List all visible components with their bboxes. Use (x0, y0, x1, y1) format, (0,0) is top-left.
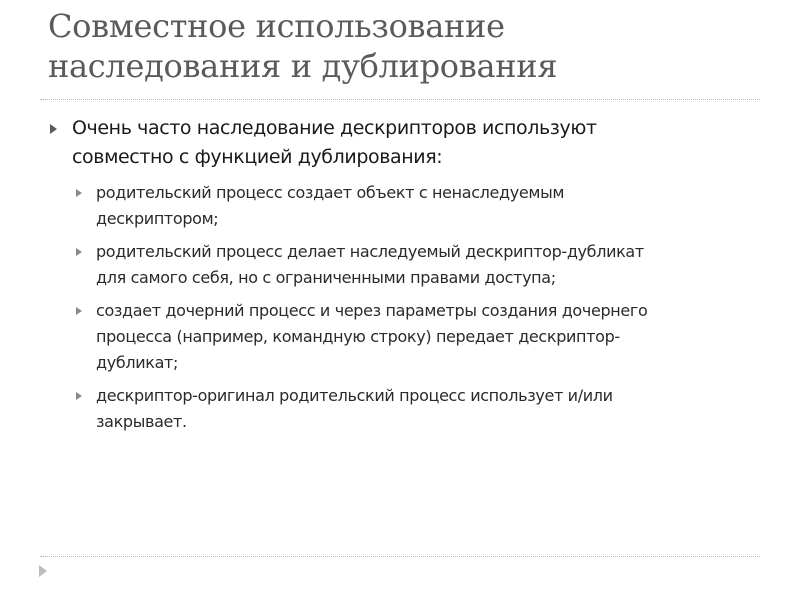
bullet-main (48, 114, 748, 172)
sub-bullet-1-line-1: родительский процесс создает объект с ненаследуемым (96, 183, 565, 202)
sub-bullet-4-line-1: дескриптор-оригинал родительский процесс использует и/или (96, 386, 613, 405)
sub-bullet-2-line-1: родительский процесс делает наследуемый дескриптор-дубликат (96, 242, 644, 261)
sub-bullet-1 (72, 180, 748, 232)
triangle-right-icon (76, 392, 82, 400)
title-line-1: Совместное использование (48, 7, 505, 45)
triangle-right-icon (76, 248, 82, 256)
sub-bullet-2 (72, 239, 748, 291)
sub-bullet-1-line-2: дескриптором; (96, 209, 219, 228)
sub-bullet-3 (72, 298, 748, 376)
sub-bullet-3-line-3: дубликат; (96, 353, 179, 372)
sub-bullet-4 (72, 383, 748, 435)
slide-title (48, 6, 768, 86)
bullet-main-line-1: Очень часто наследование дескрипторов используют (72, 117, 597, 139)
triangle-right-icon (76, 189, 82, 197)
sub-bullet-2-line-2: для самого себя, но с ограниченными правами доступа; (96, 268, 556, 287)
sub-bullet-3-line-2: процесса (например, командную строку) передает дескриптор- (96, 327, 620, 346)
triangle-right-icon (50, 124, 57, 134)
bullet-main-line-2: совместно с функцией дублирования: (72, 146, 443, 168)
sub-bullet-4-line-2: закрывает. (96, 412, 187, 431)
footer-triangle-icon (39, 565, 47, 577)
slide-body (48, 114, 748, 442)
footer-divider (40, 556, 760, 557)
title-divider (40, 99, 760, 100)
sub-bullet-list (48, 180, 748, 435)
title-line-2: наследования и дублирования (48, 47, 558, 85)
triangle-right-icon (76, 307, 82, 315)
sub-bullet-3-line-1: создает дочерний процесс и через параметры создания дочернего (96, 301, 648, 320)
